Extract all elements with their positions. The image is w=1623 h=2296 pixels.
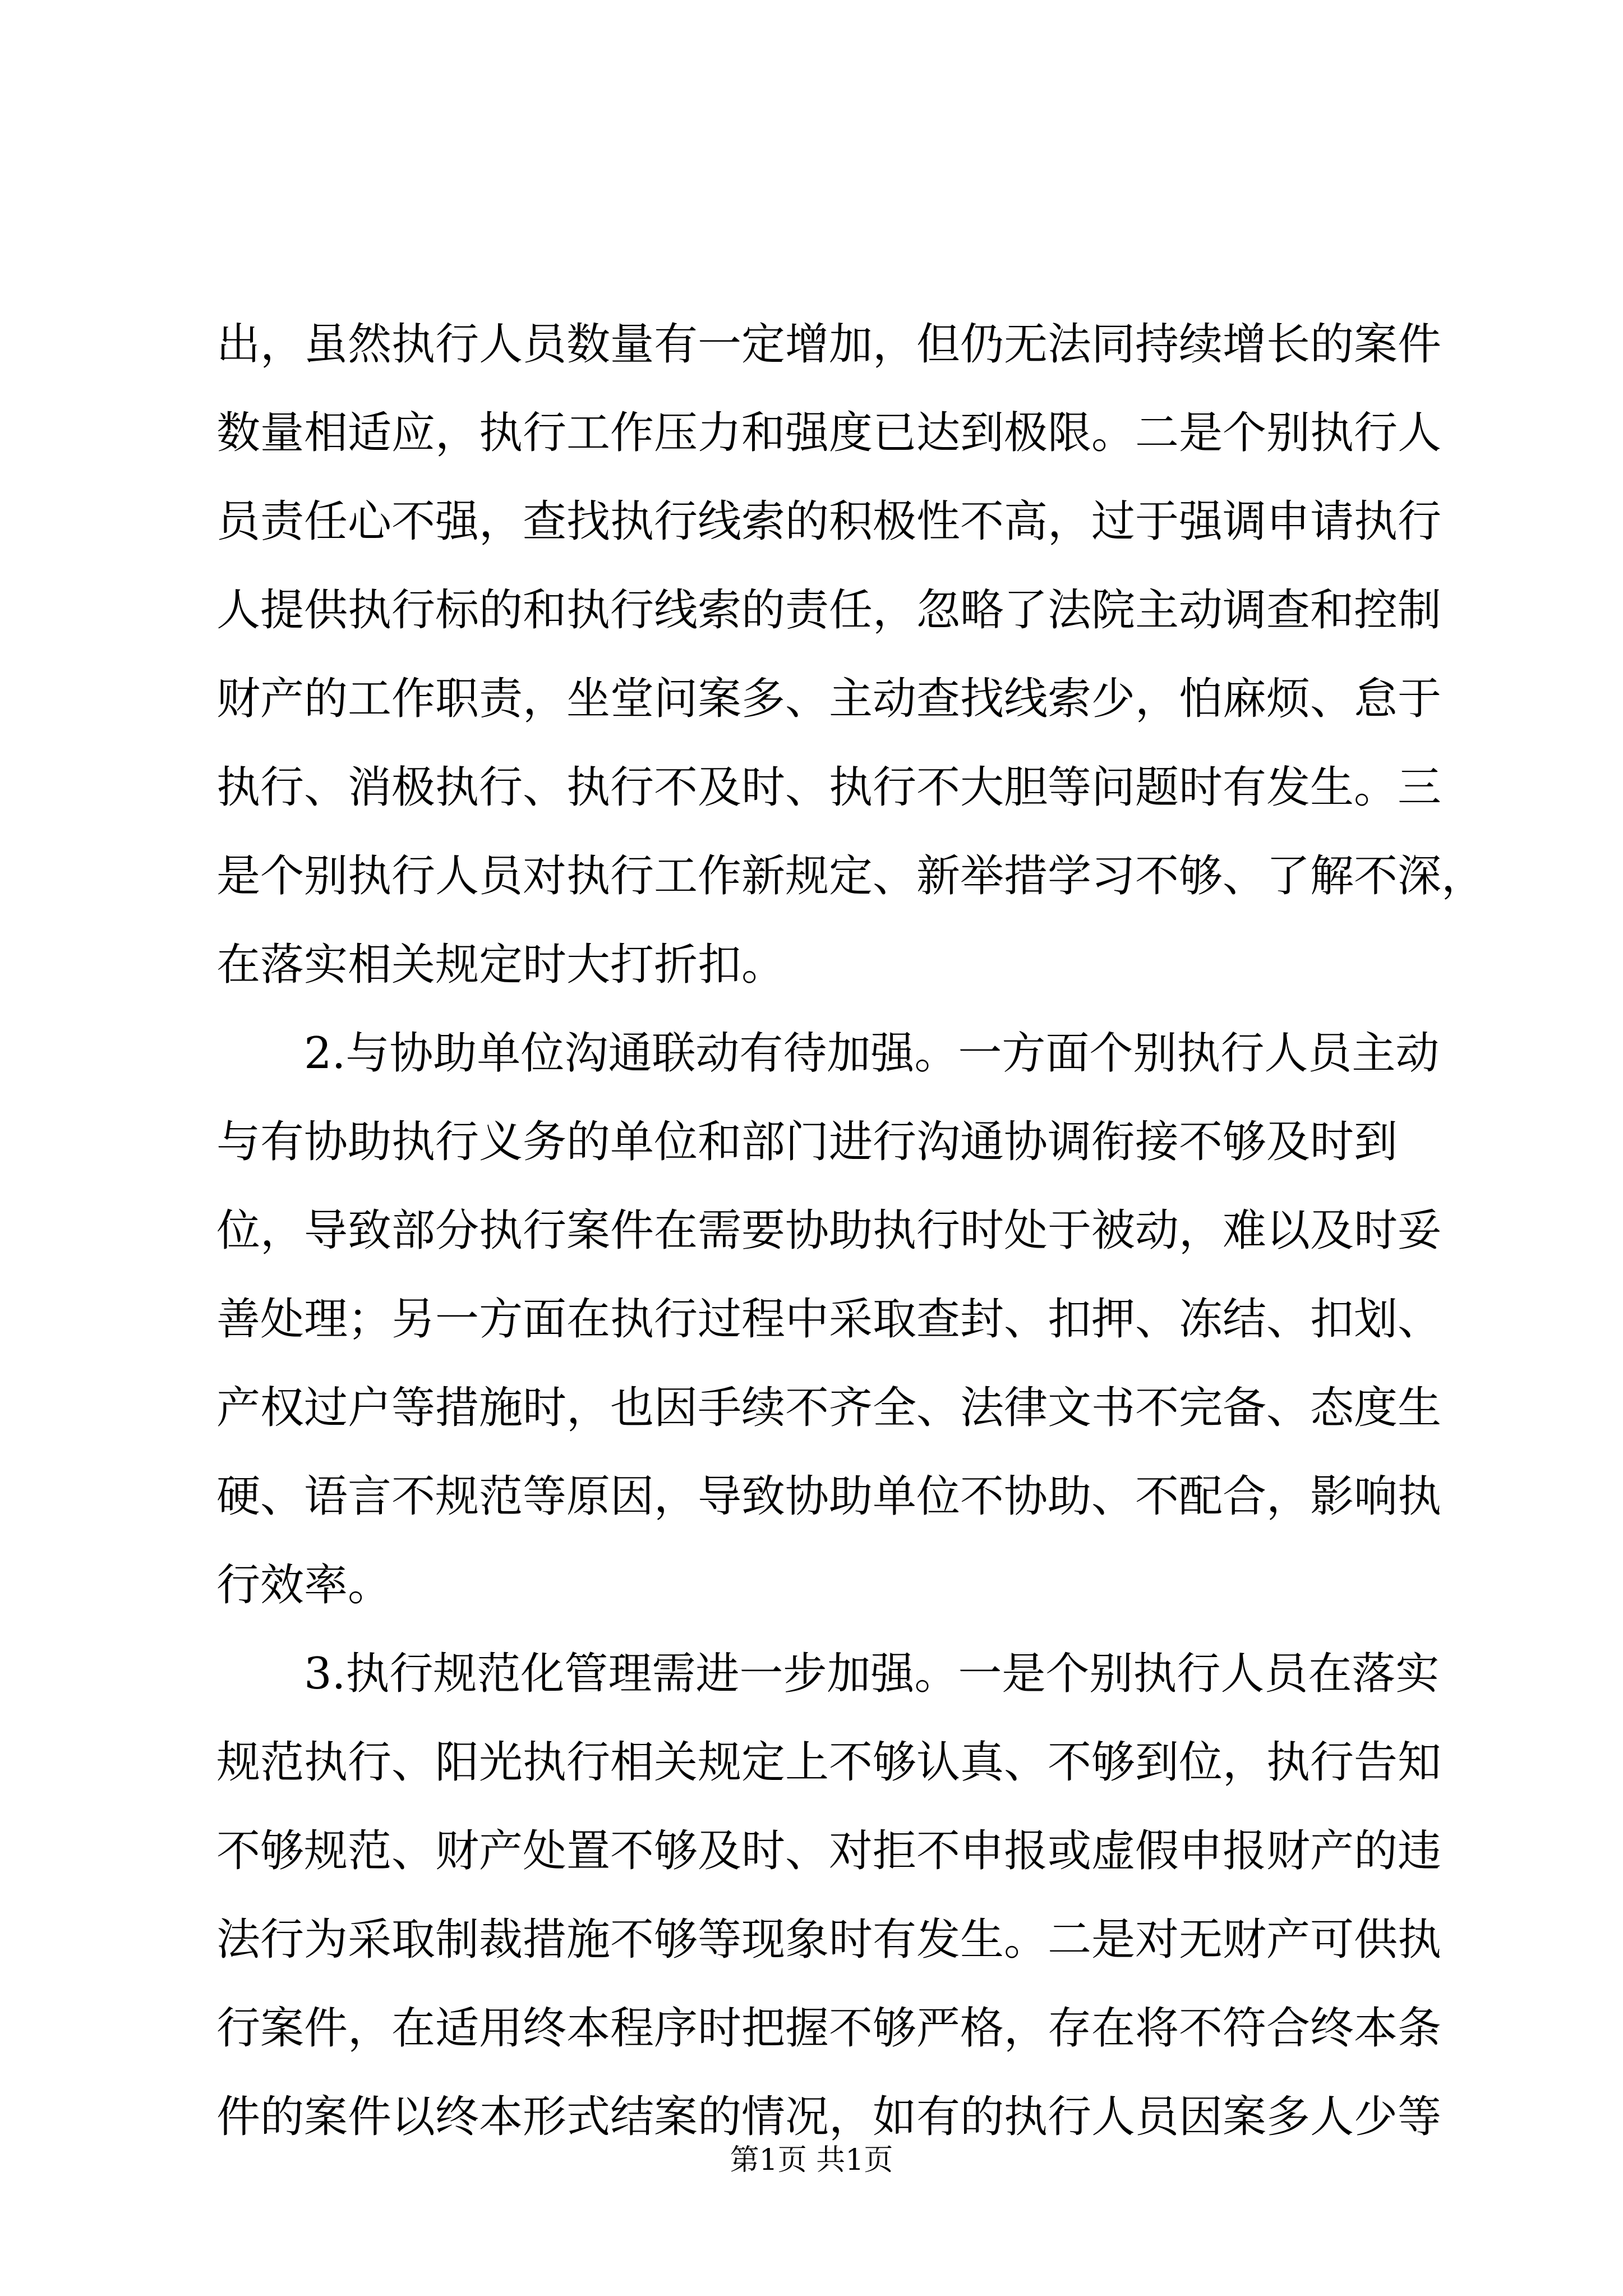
body-text-line: 行案件，在适用终本程序时把握不够严格，存在将不符合终本条 xyxy=(216,2003,1442,2054)
paragraph-3-first-line: 3.执行规范化管理需进一步加强。一是个别执行人员在落实 xyxy=(304,1649,1440,1699)
body-text-line: 善处理；另一方面在执行过程中采取查封、扣押、冻结、扣划、 xyxy=(216,1294,1442,1345)
body-text-line: 产权过户等措施时，也因手续不齐全、法律文书不完备、态度生 xyxy=(216,1383,1442,1433)
body-text-line: 数量相适应，执行工作压力和强度已达到极限。二是个别执行人 xyxy=(216,408,1442,458)
body-text-line: 法行为采取制裁措施不够等现象时有发生。二是对无财产可供执 xyxy=(216,1915,1442,1965)
body-text-line: 执行、消极执行、执行不及时、执行不大胆等问题时有发生。三 xyxy=(216,762,1442,813)
body-text-line: 与有协助执行义务的单位和部门进行沟通协调衔接不够及时到 xyxy=(216,1117,1398,1167)
body-text-line: 硬、语言不规范等原因，导致协助单位不协助、不配合，影响执 xyxy=(216,1471,1442,1522)
body-text-line: 员责任心不强，查找执行线索的积极性不高，过于强调申请执行 xyxy=(216,496,1442,547)
body-text-line: 是个别执行人员对执行工作新规定、新举措学习不够、了解不深， xyxy=(216,851,1486,901)
body-text-line: 出，虽然执行人员数量有一定增加，但仍无法同持续增长的案件 xyxy=(216,319,1442,370)
page-number-footer: 第1页 共1页 xyxy=(730,2143,893,2177)
body-text-line: 财产的工作职责，坐堂问案多、主动查找线索少，怕麻烦、怠于 xyxy=(216,674,1442,724)
body-text-line: 行效率。 xyxy=(216,1560,392,1611)
body-text-line: 位，导致部分执行案件在需要协助执行时处于被动，难以及时妥 xyxy=(216,1205,1442,1256)
paragraph-2-first-line: 2.与协助单位沟通联动有待加强。一方面个别执行人员主动 xyxy=(304,1028,1440,1079)
body-text-line: 人提供执行标的和执行线索的责任，忽略了法院主动调查和控制 xyxy=(216,585,1442,636)
body-text-line: 件的案件以终本形式结案的情况，如有的执行人员因案多人少等 xyxy=(216,2092,1442,2142)
body-text-line: 在落实相关规定时大打折扣。 xyxy=(216,940,786,990)
body-text-line: 规范执行、阳光执行相关规定上不够认真、不够到位，执行告知 xyxy=(216,1737,1442,1788)
body-text-line: 不够规范、财产处置不够及时、对拒不申报或虚假申报财产的违 xyxy=(216,1826,1442,1876)
